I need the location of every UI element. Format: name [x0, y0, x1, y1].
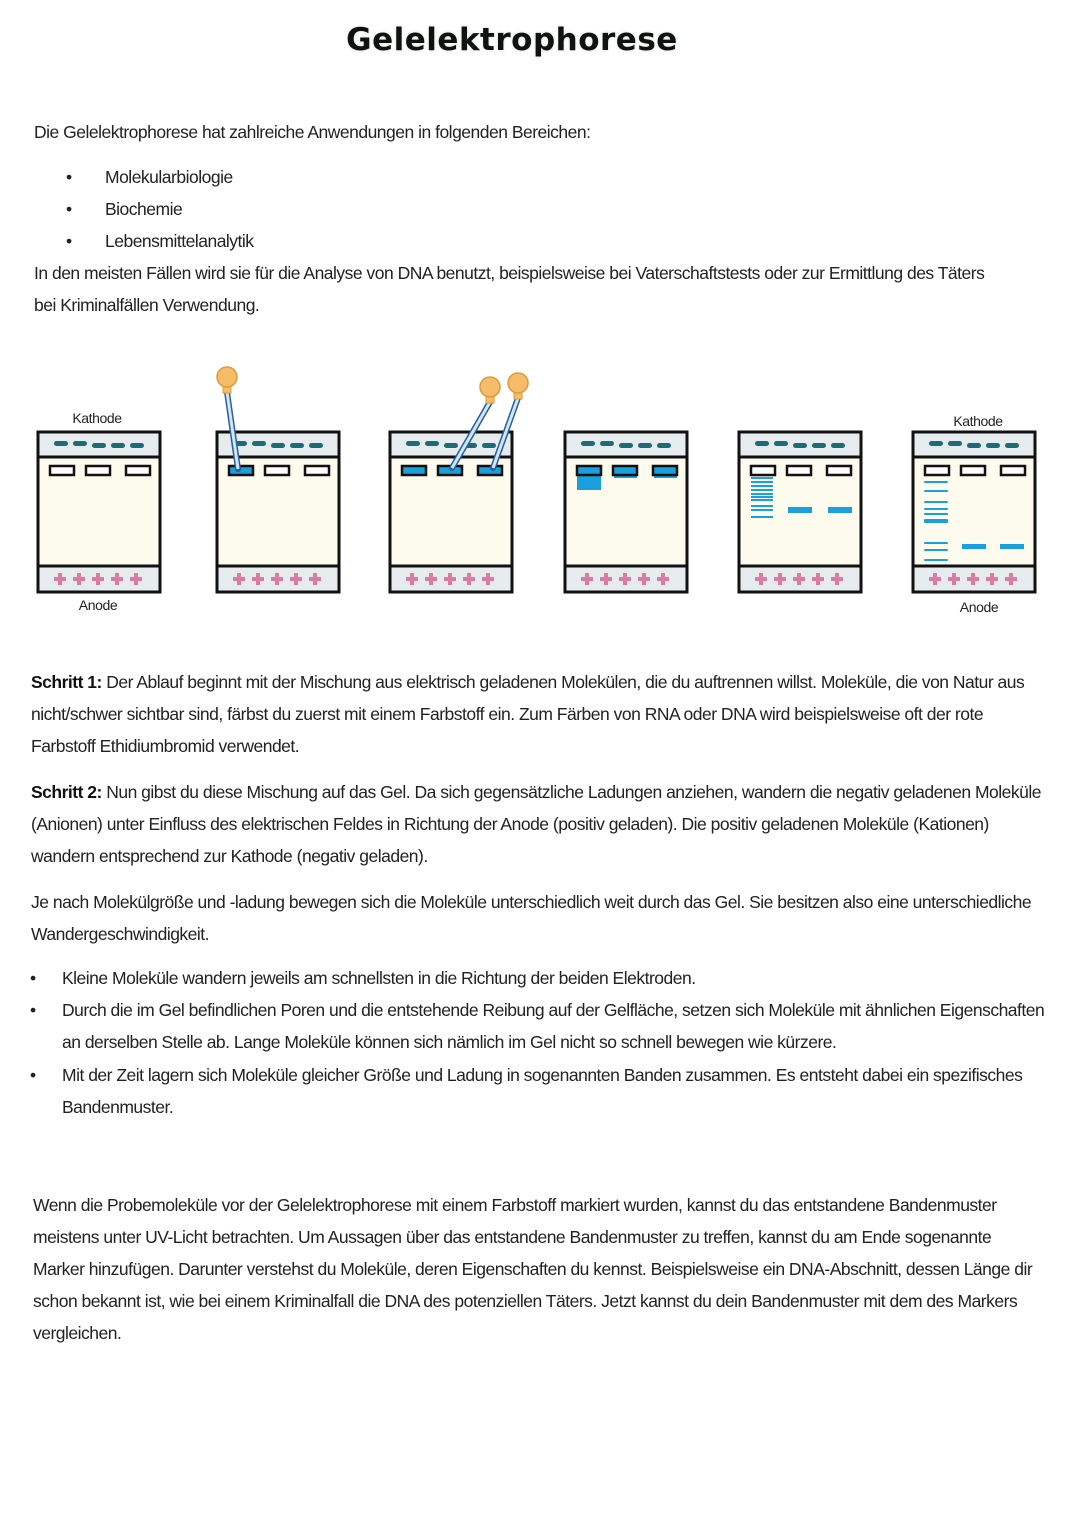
minus-icon [92, 443, 106, 448]
step2-line: (Anionen) unter Einfluss des elektrischen Feldes in Richtung der Anode (positiv geladen). Die positiv geladenen Moleküle (Kationen) [31, 814, 989, 834]
sample-well [613, 466, 637, 475]
sample-well [577, 466, 601, 475]
dna-band [751, 505, 773, 507]
pipette-bulb [217, 367, 237, 387]
dna-band [924, 519, 948, 523]
sample-well [50, 466, 74, 475]
minus-icon [290, 443, 304, 448]
dna-band [924, 513, 948, 515]
dna-band [751, 516, 773, 518]
dna-band [828, 507, 852, 513]
dna-band [962, 544, 986, 549]
marker-text: schon bekannt ist, wie bei einem Kriminalfall die DNA des potenziellen Täters. Jetzt kannst du dein Bandenmuster mit dem des Markers [33, 1291, 1018, 1311]
step2-line: wandern entsprechend zur Kathode (negativ geladen). [31, 846, 428, 866]
minus-icon [1005, 443, 1019, 448]
marker-text: vergleichen. [33, 1323, 122, 1343]
minus-icon [831, 443, 845, 448]
minus-icon [929, 441, 943, 446]
bullet: • [66, 167, 73, 187]
cathode-label: Kathode [953, 413, 1003, 429]
step1-line: nicht/schwer sichtbar sind, färbst du zuerst mit einem Farbstoff ein. Zum Färben von RNA oder DNA wird beispielsweise oft der rote [31, 704, 984, 724]
sample-well [925, 466, 949, 475]
dna-band [924, 542, 948, 544]
step2-line: Schritt 2: Nun gibst du diese Mischung auf das Gel. Da sich gegensätzliche Ladungen anziehen, wandern die negativ geladenen Moleküle [31, 782, 1041, 802]
sample-well [787, 466, 811, 475]
step2-label: Schritt 2: [31, 782, 102, 802]
dna-band [751, 477, 773, 479]
minus-icon [271, 443, 285, 448]
minus-icon [73, 441, 87, 446]
marker-text: Marker hinzufügen. Darunter verstehst du Moleküle, deren Eigenschaften du kennst. Beispielsweise ein DNA-Abschnitt, dessen Länge dir [33, 1259, 1033, 1279]
minus-icon [600, 441, 614, 446]
minus-icon [482, 443, 496, 448]
bullet-text: an derselben Stelle ab. Lange Moleküle können sich nämlich im Gel nicht so schnell bewegen wie kürzere. [62, 1032, 837, 1052]
gel-panel [739, 432, 861, 592]
sample-well [402, 466, 426, 475]
minus-icon [774, 441, 788, 446]
dna-band [924, 549, 948, 551]
step1-label: Schritt 1: [31, 672, 102, 692]
minus-icon [130, 443, 144, 448]
gel-panel [390, 432, 512, 592]
minus-icon [581, 441, 595, 446]
dna-band [751, 481, 773, 483]
sample-well [653, 466, 677, 475]
area-item: Molekularbiologie [105, 167, 233, 187]
gel-panel [565, 432, 687, 592]
usage-text: In den meisten Fällen wird sie für die Analyse von DNA benutzt, beispielsweise bei Vaterschaftstests oder zur Ermittlung des Täters [34, 263, 985, 283]
sample-well [229, 466, 253, 475]
dna-band [751, 493, 773, 495]
sample-well [305, 466, 329, 475]
minus-icon [967, 443, 981, 448]
area-item: Lebensmittelanalytik [105, 231, 254, 251]
bullet: • [30, 968, 37, 988]
minus-icon [755, 441, 769, 446]
dna-band [924, 508, 948, 510]
bullet: • [66, 231, 73, 251]
dna-band [924, 559, 948, 561]
dna-band [751, 499, 773, 501]
dna-band [924, 501, 948, 503]
size-text: Wandergeschwindigkeit. [31, 924, 210, 944]
bullet-text: Kleine Moleküle wandern jeweils am schnellsten in die Richtung der beiden Elektroden. [62, 968, 696, 988]
pipette-bulb [480, 377, 500, 397]
sample-well [827, 466, 851, 475]
dna-band [751, 485, 773, 487]
intro-text: Die Gelelektrophorese hat zahlreiche Anwendungen in folgenden Bereichen: [34, 122, 591, 142]
sample-well [86, 466, 110, 475]
gel-panel [913, 432, 1035, 592]
sample-well [961, 466, 985, 475]
dna-band [924, 481, 948, 483]
gel-panel [38, 432, 160, 592]
sample-well [478, 466, 502, 475]
dna-band [751, 509, 773, 511]
minus-icon [425, 441, 439, 446]
bullet: • [30, 1000, 37, 1020]
dna-band [788, 507, 812, 513]
minus-icon [948, 441, 962, 446]
sample-well [265, 466, 289, 475]
bullet-text: Mit der Zeit lagern sich Moleküle gleicher Größe und Ladung in sogenannten Banden zusammen. Es entsteht dabei ein spezifisches [62, 1065, 1023, 1085]
marker-text: Wenn die Probemoleküle vor der Gelelektrophorese mit einem Farbstoff markiert wurden, kannst du das entstandene Bandenmuster [33, 1195, 997, 1215]
dna-band [751, 489, 773, 491]
minus-icon [619, 443, 633, 448]
step1-line: Farbstoff Ethidiumbromid verwendet. [31, 736, 300, 756]
dna-band [1000, 544, 1024, 549]
cathode-label: Kathode [72, 410, 122, 426]
dna-band [924, 490, 948, 492]
anode-label: Anode [959, 599, 999, 615]
minus-icon [793, 443, 807, 448]
minus-icon [252, 441, 266, 446]
minus-icon [986, 443, 1000, 448]
anode-label: Anode [78, 597, 118, 613]
gel-electrophoresis-diagram [0, 0, 1080, 640]
bullet: • [30, 1065, 37, 1085]
sample-well [751, 466, 775, 475]
usage-text: bei Kriminalfällen Verwendung. [34, 295, 260, 315]
minus-icon [657, 443, 671, 448]
page-title: Gelelektrophorese [346, 22, 678, 58]
dna-band [751, 496, 773, 498]
minus-icon [406, 441, 420, 446]
bullet: • [66, 199, 73, 219]
minus-icon [309, 443, 323, 448]
size-text: Je nach Molekülgröße und -ladung bewegen sich die Moleküle unterschiedlich weit durch das Gel. Sie besitzen also eine unterschiedliche [31, 892, 1032, 912]
bullet-text: Bandenmuster. [62, 1097, 174, 1117]
minus-icon [638, 443, 652, 448]
minus-icon [111, 443, 125, 448]
pipette-bulb [508, 373, 528, 393]
minus-icon [444, 443, 458, 448]
marker-text: meistens unter UV-Licht betrachten. Um Aussagen über das entstandene Bandenmuster zu treffen, kannst du am Ende sogenannte [33, 1227, 992, 1247]
sample-well [126, 466, 150, 475]
step1-line: Schritt 1: Der Ablauf beginnt mit der Mischung aus elektrisch geladenen Molekülen, die du auftrennen willst. Moleküle, die von Natur aus [31, 672, 1025, 692]
minus-icon [54, 441, 68, 446]
sample-well [1001, 466, 1025, 475]
minus-icon [812, 443, 826, 448]
area-item: Biochemie [105, 199, 183, 219]
bullet-text: Durch die im Gel befindlichen Poren und die entstehende Reibung auf der Gelfläche, setzen sich Moleküle mit ähnlichen Eigenschaften [62, 1000, 1045, 1020]
